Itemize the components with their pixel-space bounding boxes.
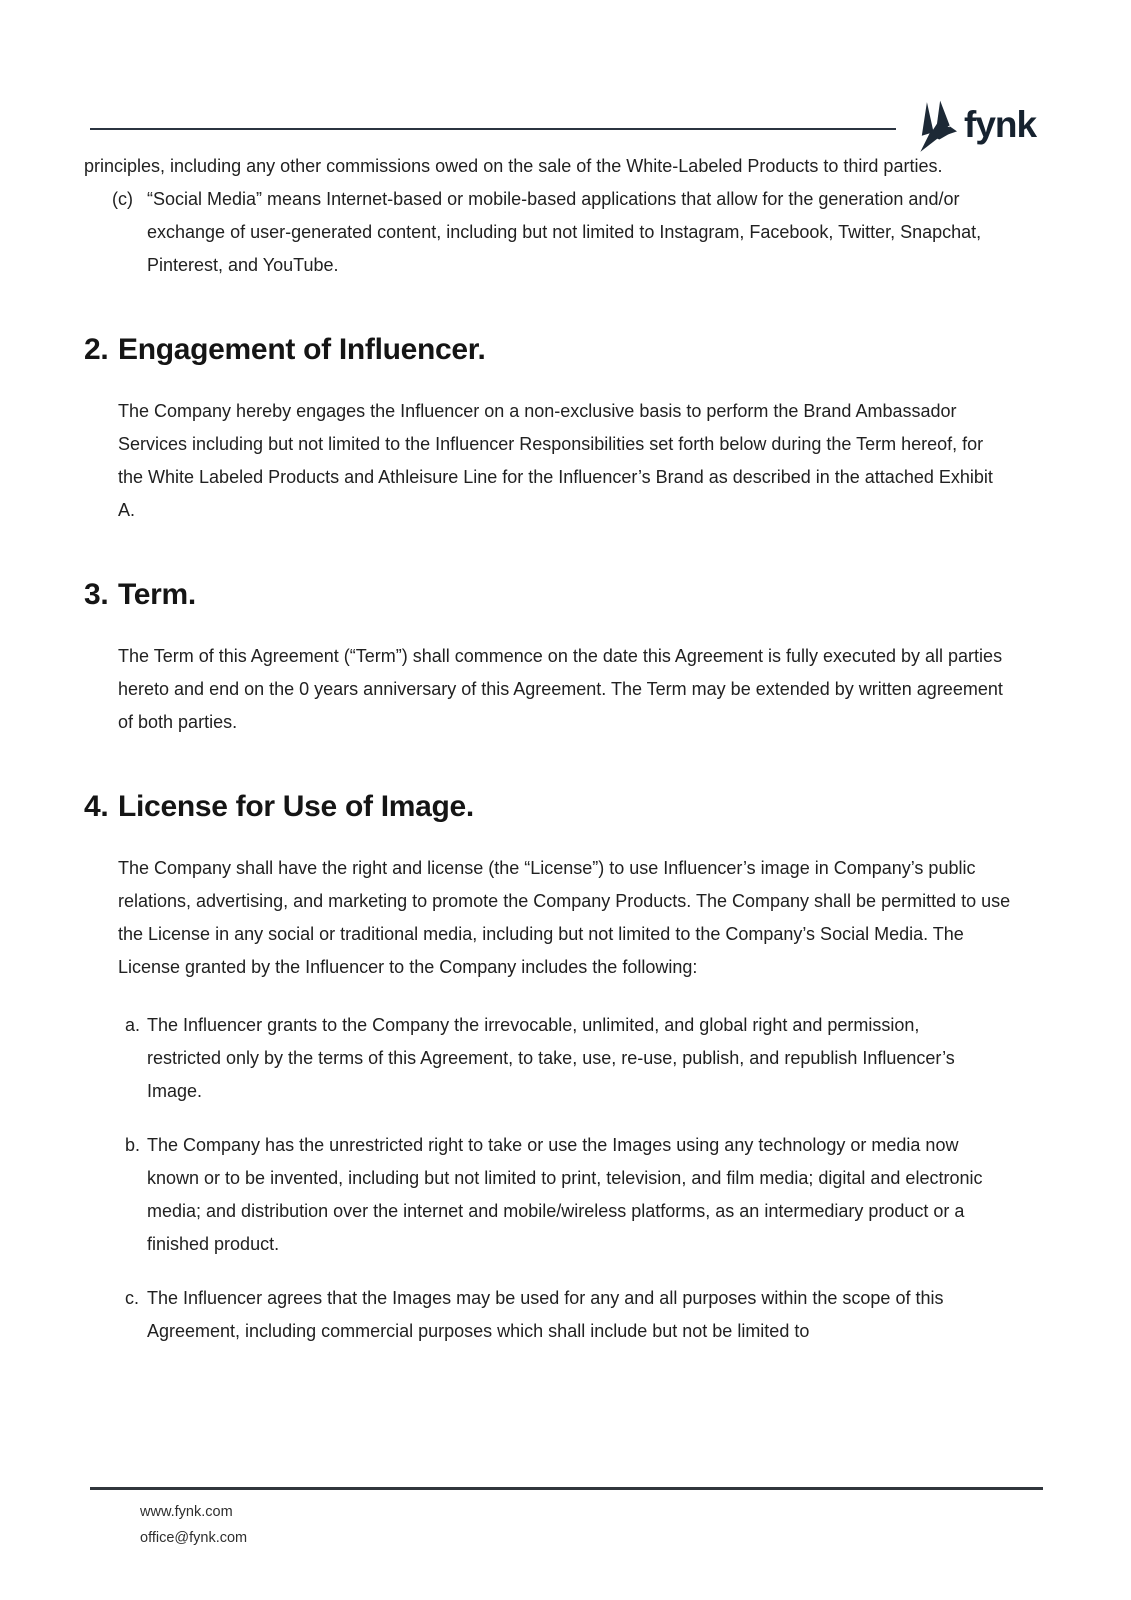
footer-email: office@fynk.com [140, 1530, 248, 1546]
document-content [84, 150, 1014, 1348]
license-list [84, 1009, 1014, 1348]
definition-label: (c) [112, 189, 133, 209]
list-item-text: The Company has the unrestricted right to take or use the Images using any technology or media now known or to be invented, including but not limited to print, television, and film media; digital and electronic media; and distribution over the internet and mobile/wireless platforms, as an intermediary product or a finished product. [147, 1135, 983, 1254]
header-divider [90, 128, 896, 130]
section-heading [84, 577, 1014, 613]
list-item-label: b. [125, 1135, 141, 1155]
origami-bird-logo-icon [913, 98, 957, 156]
list-item-c [125, 1282, 997, 1348]
section-paragraph: The Company hereby engages the Influencer on a non-exclusive basis to perform the Brand Ambassador Services including but not limited to the Influencer Responsibilities set forth below during the Term hereof, for the White Labeled Products and Athleisure Line for the Influencer’s Brand as described in the attached Exhibit A. [118, 401, 993, 520]
section-engagement [84, 332, 1014, 527]
section-title: Engagement of Influencer. [118, 333, 486, 366]
section-heading [84, 789, 1014, 825]
section-title: License for Use of Image. [118, 790, 474, 823]
section-number: 3. [84, 578, 109, 611]
paragraph-continuation: principles, including any other commissions owed on the sale of the White-Labeled Products to third parties. [84, 156, 943, 176]
list-item-text: The Influencer agrees that the Images may be used for any and all purposes within the scope of this Agreement, including commercial purposes which shall include but not be limited to [147, 1288, 944, 1341]
fynk-wordmark: fynk [964, 103, 1037, 145]
list-item-text: The Influencer grants to the Company the irrevocable, unlimited, and global right and permission, restricted only by the terms of this Agreement, to take, use, re-use, publish, and republish Influencer’s Image. [147, 1015, 955, 1101]
list-item-label: a. [125, 1015, 141, 1035]
definition-item-c [112, 183, 1012, 282]
section-title: Term. [118, 578, 196, 611]
footer-contact [140, 1499, 247, 1551]
section-paragraph: The Company shall have the right and license (the “License”) to use Influencer’s image in Company’s public relations, advertising, and marketing to promote the Company Products. The Company shall be permitted to use the License in any social or traditional media, including but not limited to the Company’s Social Media. The License granted by the Influencer to the Company includes the following: [118, 858, 1011, 977]
section-number: 2. [84, 333, 109, 366]
section-number: 4. [84, 790, 109, 823]
list-item-a [125, 1009, 997, 1108]
footer-website: www.fynk.com [140, 1504, 233, 1520]
footer-divider [90, 1487, 1043, 1490]
section-license [84, 789, 1014, 1348]
fynk-logo [913, 98, 1036, 156]
section-heading [84, 332, 1014, 368]
section-term [84, 577, 1014, 739]
list-item-b [125, 1129, 997, 1261]
section-paragraph: The Term of this Agreement (“Term”) shall commence on the date this Agreement is fully executed by all parties hereto and end on the 0 years anniversary of this Agreement. The Term may be extended by written agreement of both parties. [118, 646, 1003, 732]
list-item-label: c. [125, 1288, 140, 1308]
definition-text: “Social Media” means Internet-based or mobile-based applications that allow for the generation and/or exchange of user-generated content, including but not limited to Instagram, Facebook, Twitter, Snapchat, Pinterest, and YouTube. [147, 189, 982, 275]
